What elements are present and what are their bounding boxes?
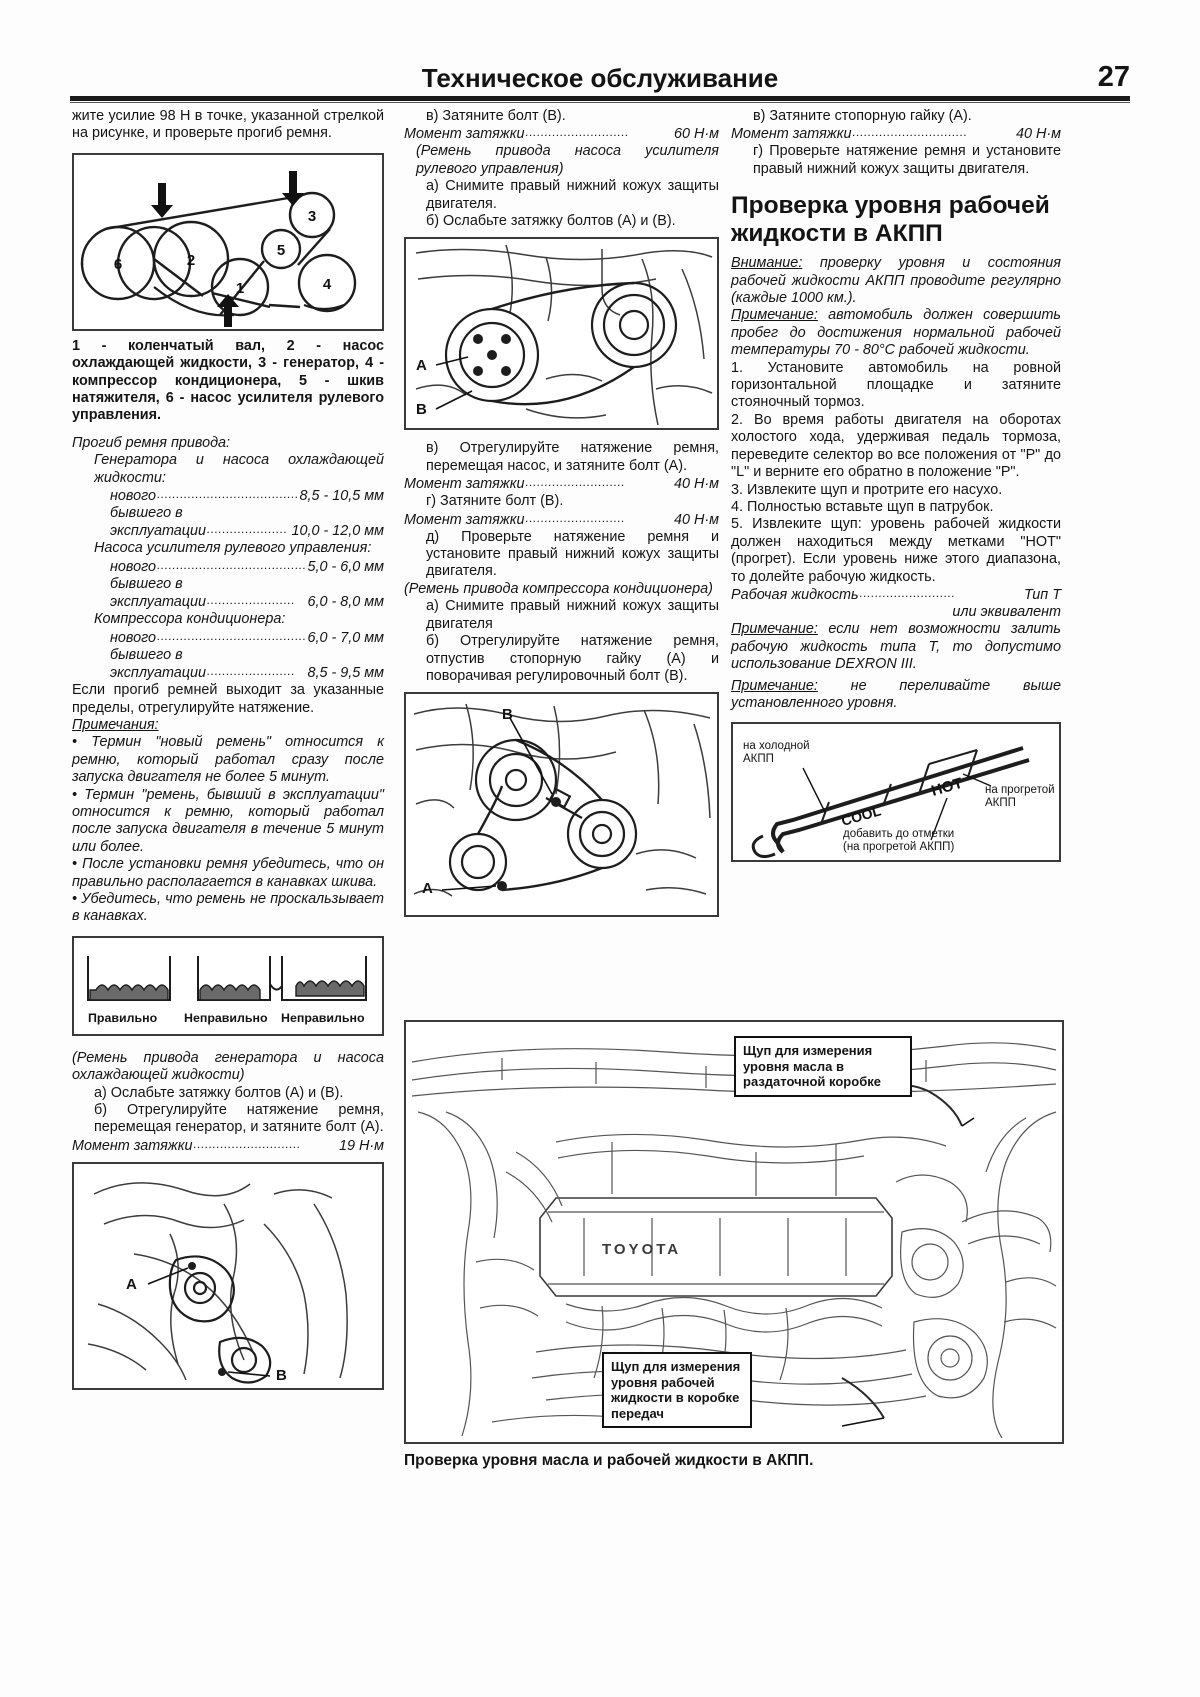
engine-brand-text: TOYOTA bbox=[602, 1241, 682, 1258]
warning-label: Внимание: bbox=[731, 255, 803, 272]
leader-dots: .......................... bbox=[525, 475, 626, 490]
spec-group-3-title: Компрессора кондиционера: bbox=[94, 611, 286, 628]
pulley-legend: 1 - коленчатый вал, 2 - насос охлаждающей жидкости, 3 - генератор, 4 - компрессор кондиционера, 5 - шкив натяжителя, 6 - насос усилителя рулевого управления. bbox=[72, 337, 384, 424]
torque-label: Момент затяжки bbox=[404, 476, 525, 493]
spec-label: нового bbox=[110, 558, 157, 575]
torque-value: 40 Н·м bbox=[1015, 126, 1061, 143]
torque-value: 40 Н·м bbox=[673, 476, 719, 493]
spec-label: эксплуатации bbox=[110, 665, 207, 682]
svg-text:2: 2 bbox=[186, 251, 196, 269]
leader-dots: ......................... bbox=[859, 585, 956, 600]
callout-transfer-dipstick: Щуп для измерения уровня масла в раздаточной коробке bbox=[734, 1036, 912, 1097]
label-cold-line1: на холодной bbox=[743, 740, 810, 753]
spec-used-label-c: бывшего в bbox=[110, 646, 183, 663]
col2-step-v: в) Затяните болт (В). bbox=[426, 108, 566, 124]
figure-alternator-bolts bbox=[72, 1162, 384, 1390]
figure-engine-bay bbox=[404, 1020, 1064, 1444]
note-3: • После установки ремня убедитесь, что он правильно располагается в канавках шкива. bbox=[72, 856, 384, 890]
leader-dots: ....................................... bbox=[157, 628, 307, 643]
spec-label: нового bbox=[110, 488, 157, 505]
svg-text:3: 3 bbox=[307, 207, 317, 225]
spec-group-1-title: Генератора и насоса охлаждающей жидкости: bbox=[94, 452, 384, 486]
ac-fig-label-b: B bbox=[502, 706, 513, 724]
spec-value: 5,0 - 6,0 мм bbox=[307, 558, 384, 575]
header-divider bbox=[70, 96, 1130, 101]
spec-g2-new bbox=[72, 558, 384, 576]
fluid-value: Тип T bbox=[1023, 586, 1061, 603]
col1-intro-text: жите усилие 98 Н в точке, указанной стрелкой на рисунке, и проверьте прогиб ремня. bbox=[72, 108, 384, 142]
akpp-step-3: 3. Извлеките щуп и протрите его насухо. bbox=[731, 481, 1003, 498]
ps-fig-label-a: A bbox=[416, 357, 427, 375]
dipstick-label-hot bbox=[985, 784, 1055, 810]
torque-value: 60 Н·м bbox=[673, 126, 719, 143]
leader-dots: .............................. bbox=[852, 125, 968, 140]
ps-fig-label-b: B bbox=[416, 401, 427, 419]
torque-60 bbox=[404, 125, 719, 143]
spec-label: эксплуатации bbox=[110, 523, 207, 540]
spec-label: эксплуатации bbox=[110, 594, 207, 611]
note-4: • Убедитесь, что ремень не проскальзывает в канавках. bbox=[72, 890, 384, 925]
leader-dots: ........................... bbox=[525, 125, 630, 140]
note-text: автомобиль должен совершить пробег до достижения нормальной рабочей температуры 70 - 80°С рабочей жидкости. bbox=[731, 307, 1061, 359]
groove-label-correct: Правильно bbox=[88, 1010, 158, 1025]
torque-label: Момент затяжки bbox=[404, 126, 525, 143]
label-add-line1: добавить до отметки bbox=[843, 828, 955, 841]
leader-dots: .......................... bbox=[525, 510, 626, 525]
groove-label-wrong-2: Неправильно bbox=[281, 1010, 365, 1025]
spec-used-label-b: бывшего в bbox=[110, 575, 183, 592]
warning-paragraph bbox=[731, 255, 1061, 307]
ac-step-b: б) Отрегулируйте натяжение ремня, отпустив стопорную гайку (А) и поворачивая регулировочный болт (В). bbox=[426, 633, 719, 684]
spec-value: 6,0 - 7,0 мм bbox=[307, 629, 384, 646]
ps-step-v: в) Отрегулируйте натяжение ремня, перемещая насос, и затяните болт (А). bbox=[426, 440, 719, 474]
akpp-step-5: 5. Извлеките щуп: уровень рабочей жидкости должен находиться между метками "HOT" (прогрет). Если уровень ниже этого диапазона, то долейте рабочую жидкость. bbox=[731, 516, 1061, 585]
note3-text: не переливайте выше установленного уровня. bbox=[731, 677, 1061, 711]
page-number: 27 bbox=[1097, 61, 1130, 93]
spec-g3-new bbox=[72, 629, 384, 647]
svg-text:1: 1 bbox=[235, 279, 245, 297]
leader-dots: ....................... bbox=[207, 593, 296, 608]
note2-text: если нет возможности залить рабочую жидкость типа T, то допустимо использование DEXRON III. bbox=[731, 621, 1061, 673]
ps-step-b: б) Ослабьте затяжку болтов (А) и (В). bbox=[426, 213, 676, 230]
alt-step-a: а) Ослабьте затяжку болтов (А) и (В). bbox=[94, 1084, 344, 1101]
figure-dipstick-marks bbox=[731, 722, 1061, 862]
fig-label-b: B bbox=[276, 1366, 287, 1384]
label-cold-line2: АКПП bbox=[743, 753, 774, 766]
spec-group-2-title: Насоса усилителя рулевого управления: bbox=[94, 540, 372, 557]
figure-ac-compressor bbox=[404, 692, 719, 917]
figure-caption: Проверка уровня масла и рабочей жидкости в АКПП. bbox=[404, 1452, 814, 1469]
figure-ps-pump bbox=[404, 237, 719, 430]
mark-cool-text: COOL bbox=[839, 802, 883, 830]
torque-40-a bbox=[404, 475, 719, 493]
label-hot-line1: на прогретой bbox=[985, 784, 1055, 797]
spec-value: 8,5 - 9,5 мм bbox=[307, 665, 384, 682]
spec-label: нового bbox=[110, 629, 157, 646]
svg-text:6: 6 bbox=[113, 255, 123, 273]
alternator-drawing bbox=[74, 1164, 382, 1390]
spec-g3-used bbox=[72, 664, 384, 682]
leader-dots: ..................... bbox=[207, 522, 288, 537]
note-1: • Термин "новый ремень" относится к ремню, который работал сразу после запуска двигателя не более 5 минут. bbox=[72, 734, 384, 786]
figure-belt-groove-seating bbox=[72, 936, 384, 1036]
note2-paragraph bbox=[731, 621, 1061, 673]
torque-label: Момент затяжки bbox=[404, 511, 525, 528]
warning-text: проверку уровня и состояния рабочей жидкости АКПП проводите регулярно (каждые 1000 км.). bbox=[731, 255, 1061, 307]
spec-used-label-a: бывшего в bbox=[110, 505, 183, 522]
label-hot-line2: АКПП bbox=[985, 797, 1016, 810]
column-right bbox=[731, 108, 1061, 862]
after-specs-text: Если прогиб ремней выходит за указанные пределы, отрегулируйте натяжение. bbox=[72, 682, 384, 716]
torque-40-col3 bbox=[731, 125, 1061, 143]
spec-value: 6,0 - 8,0 мм bbox=[307, 594, 384, 611]
note3-label: Примечание: bbox=[731, 677, 818, 694]
ps-step-g: г) Затяните болт (В). bbox=[426, 493, 564, 510]
figure-belt-routing bbox=[72, 153, 384, 331]
label-add-line2: (на прогретой АКПП) bbox=[843, 841, 955, 854]
ac-section-title: (Ремень привода компрессора кондиционера) bbox=[404, 580, 713, 597]
column-left bbox=[72, 108, 384, 1390]
torque-40-b bbox=[404, 511, 719, 529]
section-heading-akpp: Проверка уровня рабочей жидкости в АКПП bbox=[731, 192, 1050, 247]
note2-label: Примечание: bbox=[731, 621, 818, 638]
leader-dots: ....................... bbox=[207, 664, 296, 679]
ps-pump-drawing bbox=[406, 239, 717, 430]
leader-dots: ....................................... bbox=[157, 557, 307, 572]
akpp-step-1: 1. Установите автомобиль на ровной горизонтальной площадке и затяните стояночный тормоз. bbox=[731, 359, 1061, 411]
page-title: Техническое обслуживание bbox=[421, 63, 779, 93]
fluid-spec bbox=[731, 586, 1061, 604]
note3-paragraph bbox=[731, 678, 1061, 713]
column-middle bbox=[404, 108, 719, 917]
torque-label: Момент затяжки bbox=[72, 1137, 193, 1154]
svg-text:4: 4 bbox=[322, 275, 332, 293]
fig-label-a: A bbox=[126, 1275, 137, 1293]
fluid-label: Рабочая жидкость bbox=[731, 586, 859, 603]
torque-value: 19 Н·м bbox=[338, 1137, 384, 1154]
spec-value: 8,5 - 10,5 мм bbox=[299, 488, 384, 505]
akpp-step-2: 2. Во время работы двигателя на оборотах холостого хода, удерживая педаль тормоза, переведите селектор во все положения от "P" до "L" и верните его обратно в положение "P". bbox=[731, 411, 1061, 481]
ps-step-a: а) Снимите правый нижний кожух защиты двигателя. bbox=[426, 178, 719, 212]
col3-step-v: в) Затяните стопорную гайку (А). bbox=[753, 108, 972, 124]
note-paragraph bbox=[731, 307, 1061, 359]
leader-dots: ..................................... bbox=[157, 487, 299, 502]
col3-step-g: г) Проверьте натяжение ремня и установите правый нижний кожух защиты двигателя. bbox=[753, 143, 1061, 177]
groove-label-wrong-1: Неправильно bbox=[184, 1010, 268, 1025]
alt-step-b: б) Отрегулируйте натяжение ремня, перемещая генератор, и затяните болт (А). bbox=[94, 1102, 384, 1136]
spec-value: 10,0 - 12,0 мм bbox=[291, 523, 384, 540]
spec-g1-new bbox=[72, 487, 384, 505]
ps-step-d: д) Проверьте натяжение ремня и установите правый нижний кожух защиты двигателя. bbox=[426, 528, 719, 580]
belt-routing-drawing bbox=[74, 155, 382, 331]
svg-text:5: 5 bbox=[276, 241, 286, 259]
callout-gearbox-dipstick: Щуп для измерения уровня рабочей жидкости в коробке передач bbox=[602, 1352, 752, 1428]
akpp-step-4: 4. Полностью вставьте щуп в патрубок. bbox=[731, 498, 994, 515]
torque-label: Момент затяжки bbox=[731, 126, 852, 143]
dipstick-label-add bbox=[843, 828, 954, 854]
torque-19 bbox=[72, 1137, 384, 1155]
spec-g2-used bbox=[72, 593, 384, 611]
notes-label: Примечания: bbox=[72, 716, 159, 733]
page-header bbox=[70, 48, 1130, 94]
note-label: Примечание: bbox=[731, 307, 818, 324]
ac-compressor-drawing bbox=[406, 694, 717, 917]
ps-section-title: (Ремень привода насоса усилителя рулевого управления) bbox=[416, 143, 719, 177]
ac-step-a: а) Снимите правый нижний кожух защиты двигателя bbox=[426, 598, 719, 632]
header-divider-thin bbox=[70, 102, 1130, 103]
torque-value: 40 Н·м bbox=[673, 511, 719, 528]
dipstick-label-cold bbox=[743, 740, 810, 766]
fluid-equivalent: или эквивалент bbox=[952, 603, 1061, 620]
note-2: • Термин "ремень, бывший в эксплуатации" относится к ремню, который работал после запуска двигателя в течение 5 минут или более. bbox=[72, 786, 384, 855]
leader-dots: ............................ bbox=[193, 1136, 301, 1151]
specs-title: Прогиб ремня привода: bbox=[72, 434, 231, 451]
spec-g1-used bbox=[72, 522, 384, 540]
mark-hot-text: HOT bbox=[929, 775, 965, 801]
ac-fig-label-a: A bbox=[422, 880, 433, 898]
alt-section-title: (Ремень привода генератора и насоса охлаждающей жидкости) bbox=[72, 1049, 384, 1084]
